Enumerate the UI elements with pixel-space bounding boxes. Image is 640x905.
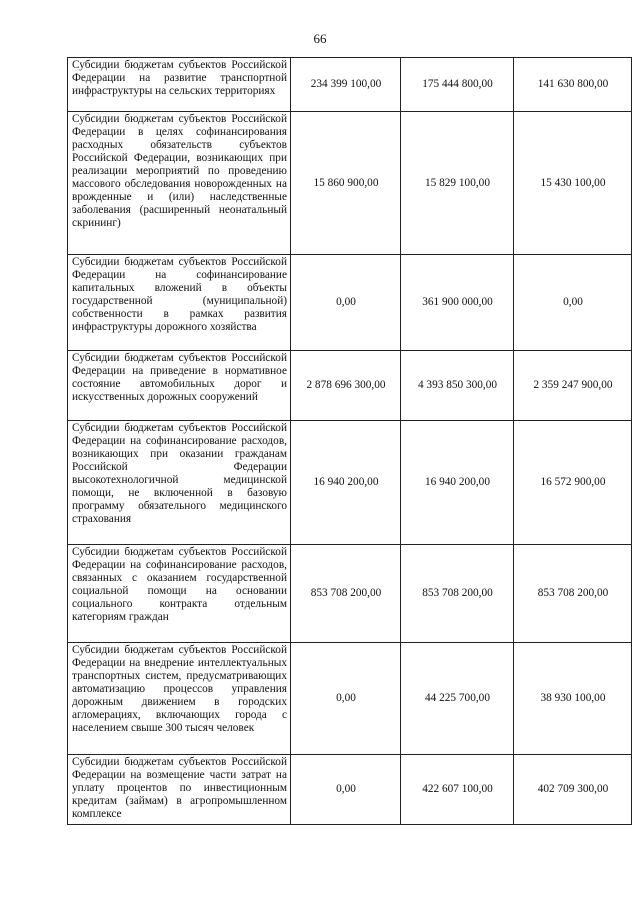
row-description: Субсидии бюджетам субъектов Российской Федерации в целях софинансирования расходных обязательств субъектов Российской Федерации, возникающих при реализации мероприятий по проведению массового обследования новорожденных на врожденные и (или) наследственные заболевания (расширенный неонатальный скрининг) [68,112,291,255]
table-row [68,112,632,255]
value-year-3: 2 359 247 900,00 [514,351,632,421]
value-year-2: 44 225 700,00 [401,643,514,755]
row-description: Субсидии бюджетам субъектов Российской Федерации на софинансирование расходов, связанных с оказанием государственной социальной помощи на основании социального контракта отдельным категориям граждан [68,545,291,643]
table-row [68,255,632,351]
table-row [68,58,632,112]
value-year-3: 0,00 [514,255,632,351]
value-year-2: 4 393 850 300,00 [401,351,514,421]
value-year-2: 15 829 100,00 [401,112,514,255]
value-year-2: 175 444 800,00 [401,58,514,112]
value-year-1: 2 878 696 300,00 [291,351,401,421]
row-description: Субсидии бюджетам субъектов Российской Федерации на софинансирование расходов, возникающих при оказании гражданам Российской Федерации высокотехнологичной медицинской помощи, не включенной в базовую программу обязательного медицинского страхования [68,421,291,545]
value-year-2: 361 900 000,00 [401,255,514,351]
table-row [68,421,632,545]
value-year-1: 0,00 [291,643,401,755]
value-year-3: 402 709 300,00 [514,755,632,825]
table-row [68,643,632,755]
value-year-1: 234 399 100,00 [291,58,401,112]
value-year-1: 15 860 900,00 [291,112,401,255]
value-year-1: 16 940 200,00 [291,421,401,545]
value-year-3: 15 430 100,00 [514,112,632,255]
value-year-2: 422 607 100,00 [401,755,514,825]
budget-table [67,57,632,825]
row-description: Субсидии бюджетам субъектов Российской Федерации на возмещение части затрат на уплату процентов по инвестиционным кредитам (займам) в агропромышленном комплексе [68,755,291,825]
value-year-2: 16 940 200,00 [401,421,514,545]
row-description: Субсидии бюджетам субъектов Российской Федерации на приведение в нормативное состояние автомобильных дорог и искусственных дорожных сооружений [68,351,291,421]
row-description: Субсидии бюджетам субъектов Российской Федерации на развитие транспортной инфраструктуры на сельских территориях [68,58,291,112]
value-year-3: 853 708 200,00 [514,545,632,643]
value-year-3: 38 930 100,00 [514,643,632,755]
page-number: 66 [313,31,327,46]
value-year-3: 16 572 900,00 [514,421,632,545]
row-description: Субсидии бюджетам субъектов Российской Федерации на внедрение интеллектуальных транспортных систем, предусматривающих автоматизацию процессов управления дорожным движением в городских агломерациях, включающих города с населением свыше 300 тысяч человек [68,643,291,755]
table-row [68,545,632,643]
row-description: Субсидии бюджетам субъектов Российской Федерации на софинансирование капитальных вложений в объекты государственной (муниципальной) собственности в рамках развития инфраструктуры дорожного хозяйства [68,255,291,351]
value-year-1: 853 708 200,00 [291,545,401,643]
table-row [68,755,632,825]
value-year-1: 0,00 [291,255,401,351]
value-year-1: 0,00 [291,755,401,825]
value-year-2: 853 708 200,00 [401,545,514,643]
value-year-3: 141 630 800,00 [514,58,632,112]
table-row [68,351,632,421]
